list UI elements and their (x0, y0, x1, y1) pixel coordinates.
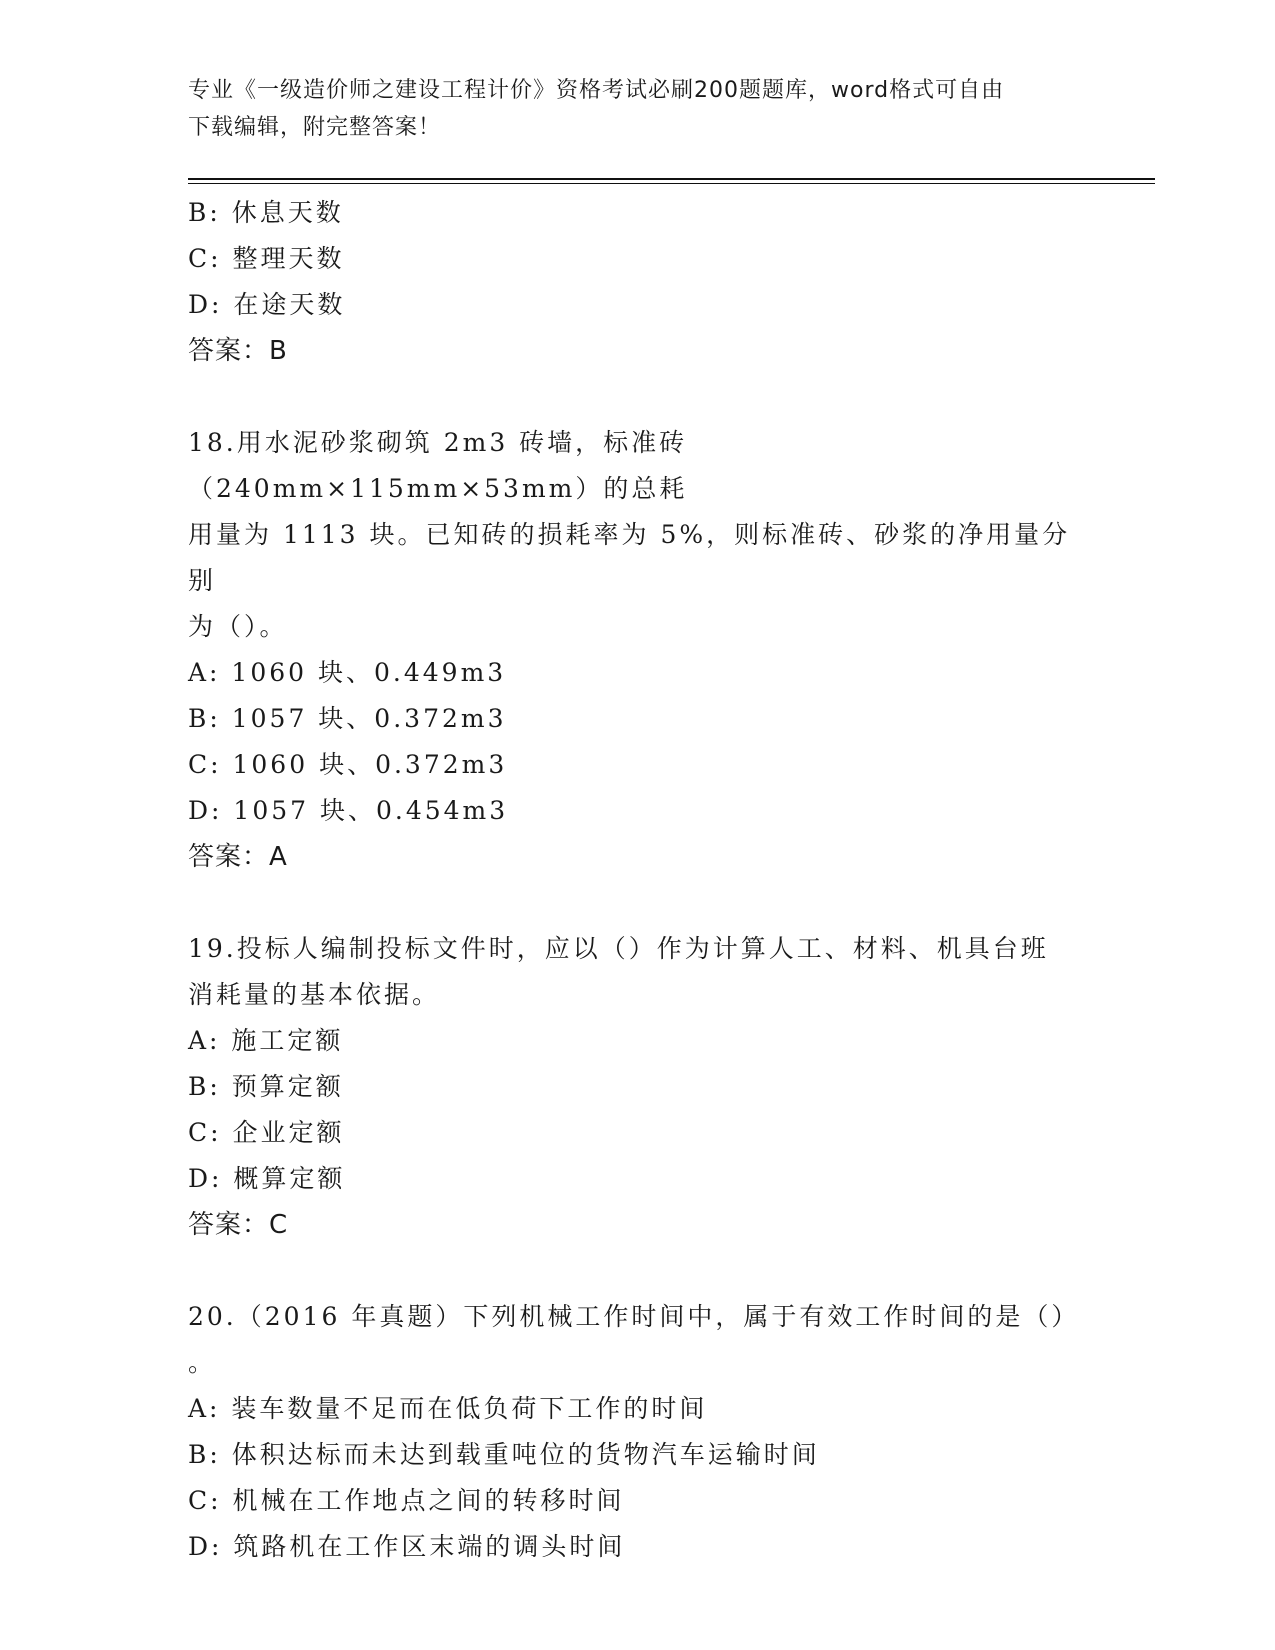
question-text-line: 用量为 1113 块。已知砖的损耗率为 5%，则标准砖、砂浆的净用量分别 (188, 520, 1071, 595)
answer-line: 答案：A (188, 842, 288, 872)
header-divider-thin (188, 183, 1155, 184)
question-text-line: 消耗量的基本依据。 (188, 980, 441, 1009)
option-c: C: 整理天数 (188, 244, 345, 273)
question-18-block (188, 420, 1088, 880)
answer-line: 答案：B (188, 336, 288, 366)
question-text-line: 。 (188, 1348, 217, 1377)
option-d: D: 1057 块、0.454m3 (188, 796, 509, 825)
question-text-line: 19.投标人编制投标文件时，应以（）作为计算人工、材料、机具台班 (188, 934, 1049, 963)
header-divider-thick (188, 178, 1155, 180)
question-text-line: 18.用水泥砂浆砌筑 2m3 砖墙，标准砖（240mm×115mm×53mm）的总耗 (188, 428, 688, 503)
question-20-block (188, 1294, 1088, 1570)
page-header (188, 72, 1088, 146)
option-d: D: 筑路机在工作区末端的调头时间 (188, 1532, 626, 1561)
option-a: A: 施工定额 (188, 1026, 344, 1055)
question-text-line: 20.（2016 年真题）下列机械工作时间中，属于有效工作时间的是（） (188, 1302, 1080, 1331)
header-line-1: 专业《一级造价师之建设工程计价》资格考试必刷200题题库，word格式可自由 (188, 78, 1005, 103)
option-b: B: 预算定额 (188, 1072, 344, 1101)
question-text-line: 为（）。 (188, 612, 288, 641)
option-a: A: 1060 块、0.449m3 (188, 658, 507, 687)
question-19-block (188, 926, 1088, 1248)
question-content (188, 190, 1088, 1570)
option-d: D: 在途天数 (188, 290, 346, 319)
header-line-2: 下载编辑，附完整答案！ (188, 115, 442, 140)
option-b: B: 1057 块、0.372m3 (188, 704, 507, 733)
option-c: C: 企业定额 (188, 1118, 345, 1147)
option-b: B: 休息天数 (188, 198, 344, 227)
answer-line: 答案：C (188, 1210, 289, 1240)
option-b: B: 体积达标而未达到载重吨位的货物汽车运输时间 (188, 1440, 820, 1469)
option-a: A: 装车数量不足而在低负荷下工作的时间 (188, 1394, 708, 1423)
question-17-block (188, 190, 1088, 374)
option-c: C: 机械在工作地点之间的转移时间 (188, 1486, 625, 1515)
option-d: D: 概算定额 (188, 1164, 346, 1193)
option-c: C: 1060 块、0.372m3 (188, 750, 508, 779)
